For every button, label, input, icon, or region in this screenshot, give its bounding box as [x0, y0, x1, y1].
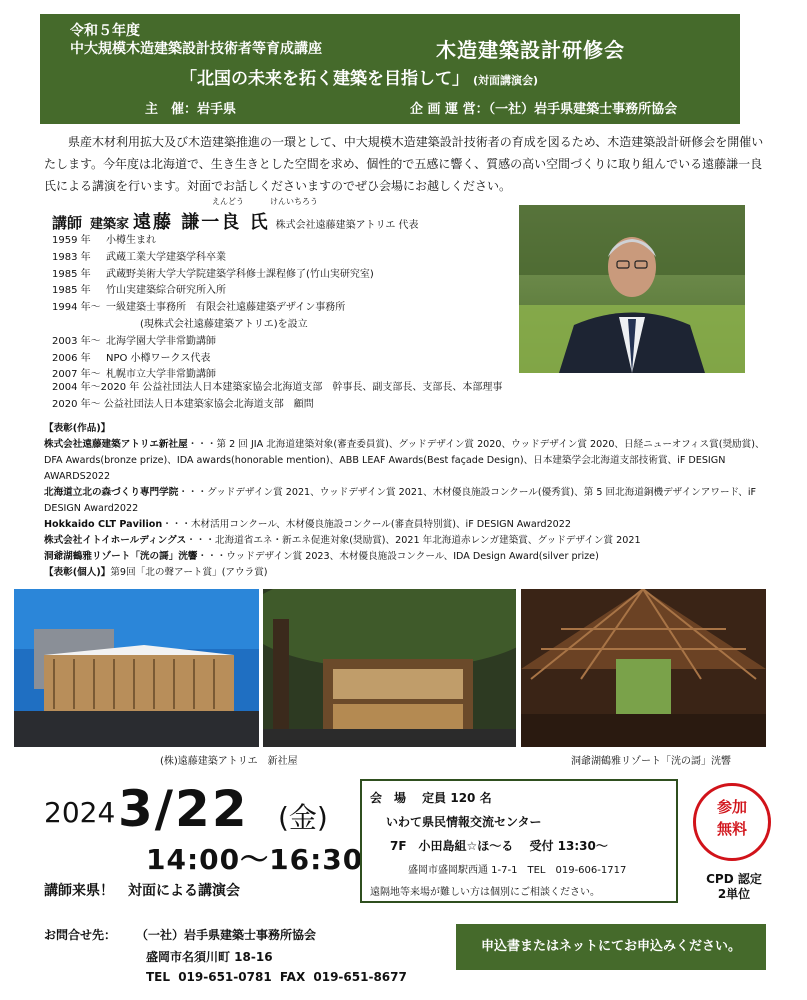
venue-label: 会 場 定員 120 名	[370, 791, 492, 805]
lecturer-affiliation: 株式会社遠藤建築アトリエ 代表	[275, 220, 419, 231]
venue-note: 遠隔地等来場が難しい方は個別にご相談ください。	[370, 887, 600, 898]
caption-office: (株)遠藤建築アトリエ 新社屋	[160, 756, 298, 767]
event-weekday: (金)	[278, 801, 328, 834]
career-row: 1985 年 竹山実建築綜合研究所入所	[52, 285, 226, 297]
award-item: Hokkaido CLT Pavilion・・・木材活用コンクール、木材優良施設コンクール(審査員特別賞)、iF DESIGN Award2022	[44, 519, 571, 530]
photo-forest-school	[263, 589, 516, 747]
header-subtitle-note: (対面講演会)	[473, 74, 539, 87]
career-row: 1959 年 小樽生まれ	[52, 235, 156, 246]
lecturer-name-row	[52, 208, 419, 234]
header-year: 令和５年度	[70, 23, 140, 39]
award-personal: 【表彰(個人)】第9回「北の聲アート賞」(アウラ賞)	[44, 567, 268, 578]
contact-label: お問合せ先：	[44, 928, 117, 942]
career-row: 1994 年～ 一級建築士事務所 有限会社遠藤建築デザイン事務所	[52, 302, 346, 314]
event-year: 2024	[44, 796, 116, 829]
free-badge	[693, 783, 771, 861]
event-time: 14:00～16:30	[146, 843, 364, 876]
header-course: 中大規模木造建築設計技術者等育成講座	[70, 41, 322, 57]
venue-address: 盛岡市盛岡駅西通 1-7-1 TEL 019-606-1717	[408, 865, 627, 876]
award-item: 洞爺湖鶴雅リゾート「洸の謌」洸響・・・ウッドデザイン賞 2023、木材優良施設コンクール、IDA Design Award(silver prize)	[44, 551, 599, 562]
header-operator: 企 画 運 営：（一社）岩手県建築士事務所協会	[410, 102, 678, 117]
header-organizer: 主 催：岩手県	[145, 102, 237, 117]
career-row: 1983 年 武蔵工業大学建築学科卒業	[52, 251, 226, 263]
career-row: 2003 年～ 北海学園大学非常勤講師	[52, 335, 216, 347]
awards-section	[44, 421, 774, 581]
career-row: 1985 年 武蔵野美術大学大学院建築学科修士課程修了(竹山実研究室)	[52, 268, 374, 280]
photo-new-office	[14, 589, 259, 747]
event-visit: 講師来県！ 対面による講演会	[44, 883, 240, 899]
caption-resort: 洞爺湖鶴雅リゾート「洸の謌」洸響	[571, 756, 731, 767]
career-row: 2006 年 NPO 小樽ワークス代表	[52, 352, 211, 364]
career-list-long	[52, 379, 652, 413]
cpd-line1: CPD 認定	[706, 872, 762, 886]
cpd-note	[691, 872, 777, 902]
badge-line1: 参加	[716, 798, 747, 816]
lecturer-name: 遠藤 謙一良 氏	[133, 212, 270, 233]
badge-line2: 無料	[716, 820, 747, 838]
career-row: 2020 年～ 公益社団法人日本建築家協会北海道支部 顧問	[52, 399, 314, 410]
cpd-line2: 2単位	[717, 887, 751, 901]
venue-box	[360, 779, 678, 903]
award-item: 株式会社遠藤建築アトリエ新社屋・・・第 2 回 JIA 北海道建築対象(審査委員賞)、グッドデザイン賞 2020、ウッドデザイン賞 2020、日経ニューオフィス賞(奨励賞)、DFA Awards(bronze prize)、IDA awards(honorable mention)、ABB LEAF Awards(Best façade Design)、日本建築学会北海道支部技術賞、iF DESIGN AWARDS2022	[44, 439, 765, 482]
header-subtitle-text: 「北国の未来を拓く建築を目指して」	[180, 69, 469, 89]
header-banner	[40, 14, 740, 124]
ruby-family: えんどう	[212, 197, 244, 206]
contact-org-name: （一社）岩手県建築士事務所協会	[136, 928, 317, 942]
career-row: (現株式会社遠藤建築アトリエ)を設立	[140, 318, 308, 330]
lecturer-role: 講師	[52, 214, 83, 232]
contact-tel: TEL 019-651-0781 FAX 019-651-8677	[146, 970, 407, 984]
contact-org	[44, 926, 316, 943]
lecturer-job: 建築家	[90, 217, 130, 232]
award-item: 北海道立北の森づくり専門学院・・・グッドデザイン賞 2021、ウッドデザイン賞 2021、木材優良施設コンクール(優秀賞)、第 5 回北海道銅機デザインアワード、iF DESIGN Award2022	[44, 487, 757, 514]
career-row: 2004 年～2020 年 公益社団法人日本建築家協会北海道支部 幹事長、副支部長、支部長、本部理事	[52, 382, 503, 393]
award-item: 株式会社イトイホールディングス・・・北海道省エネ・新エネ促進対象(奨励賞)、2021 年北海道赤レンガ建築賞、グッドデザイン賞 2021	[44, 535, 641, 546]
header-subtitle	[180, 64, 538, 89]
intro-paragraph: 県産木材利用拡大及び木造建築推進の一環として、中大規模木造建築設計技術者の育成を図るため、木造建築設計研修会を開催いたします。今年度は北海道で、生き生きとした空間を求め、個性的で五感に響く、質感の高い空間づくりに取り組んでいる遠藤謙一良氏による講演を行います。対面でお話しくださいますのでぜひ会場にお越しください。	[44, 135, 764, 193]
awards-heading: 【表彰(作品)】	[44, 423, 111, 434]
lecturer-portrait	[519, 205, 745, 373]
career-row: 2007 年～ 札幌市立大学非常勤講師	[52, 369, 216, 381]
venue-floor: 7F 小田島組☆ほ～る 受付 13:30～	[390, 839, 608, 853]
venue-name: いわて県民情報交流センター	[386, 815, 542, 829]
contact-address: 盛岡市名須川町 18-16	[146, 950, 273, 964]
event-date: 3/22	[118, 780, 249, 838]
career-list	[52, 233, 522, 384]
photo-resort-interior	[521, 589, 766, 747]
header-title: 木造建築設計研修会	[436, 38, 625, 62]
ruby-given: けんいちろう	[270, 197, 318, 206]
apply-banner: 申込書またはネットにてお申込みください。	[456, 924, 766, 970]
